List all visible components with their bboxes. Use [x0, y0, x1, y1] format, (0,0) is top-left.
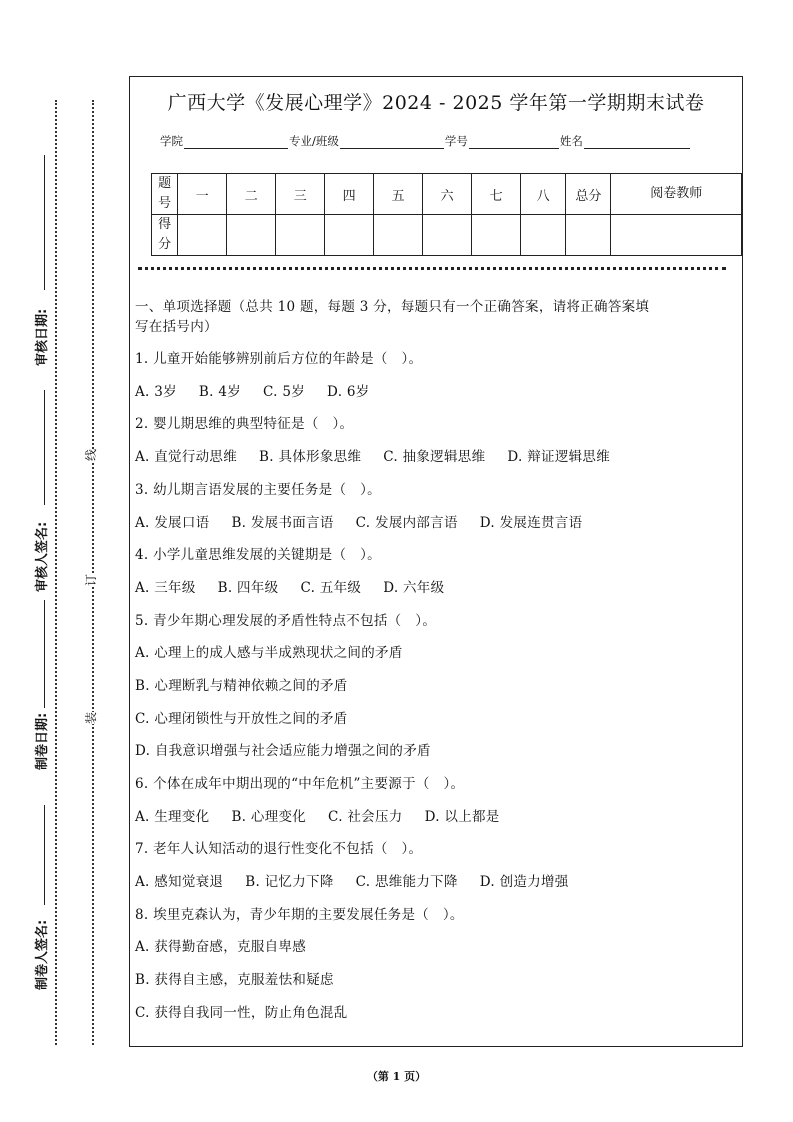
- question-stem: 6. 个体在成年中期出现的“中年危机”主要源于（ ）。: [135, 776, 465, 792]
- field-id-label: 学号: [444, 134, 468, 148]
- field-id-blank[interactable]: [469, 136, 559, 149]
- question-stem: 1. 儿童开始能够辨别前后方位的年龄是（ ）。: [135, 351, 423, 367]
- field-major-blank[interactable]: [340, 136, 444, 149]
- column-header-grader: 阅卷教师: [611, 174, 742, 215]
- section-heading: 一、单项选择题（总共 10 题，每题 3 分，每题只有一个正确答案，请将正确答案填: [135, 299, 650, 315]
- question-stem: 2. 婴儿期思维的典型特征是（ ）。: [135, 416, 354, 432]
- question-options: [135, 511, 582, 531]
- score-table: [151, 173, 742, 256]
- option[interactable]: B. 四年级: [217, 580, 279, 596]
- score-cell-grader[interactable]: [611, 215, 742, 256]
- row-label-number: 题号: [152, 174, 178, 215]
- question-stem: 8. 埃里克森认为，青少年期的主要发展任务是（ ）。: [135, 907, 464, 923]
- option[interactable]: A. 获得勤奋感，克服自卑感: [135, 939, 307, 955]
- question-stem: 7. 老年人认知活动的退行性变化不包括（ ）。: [135, 841, 423, 857]
- option[interactable]: D. 自我意识增强与社会适应能力增强之间的矛盾: [135, 743, 431, 759]
- score-cell[interactable]: [521, 215, 566, 256]
- question-options: [135, 445, 610, 465]
- option[interactable]: A. 发展口语: [135, 515, 210, 531]
- score-cell[interactable]: [374, 215, 423, 256]
- field-college-blank[interactable]: [184, 136, 288, 149]
- question-stem: 5. 青少年期心理发展的矛盾性特点不包括（ ）。: [135, 613, 437, 629]
- option[interactable]: B. 记忆力下降: [245, 874, 334, 890]
- column-header: 一: [178, 174, 227, 215]
- score-cell[interactable]: [472, 215, 521, 256]
- maker-signature-label: 制卷人签名:: [35, 919, 50, 990]
- option[interactable]: A. 感知觉衰退: [135, 874, 224, 890]
- score-cell[interactable]: [325, 215, 374, 256]
- dotted-border-left: [55, 100, 57, 1045]
- column-header: 二: [227, 174, 276, 215]
- option[interactable]: C. 5岁: [263, 384, 306, 400]
- review-date-label: 审核日期:: [35, 308, 50, 366]
- option[interactable]: D. 6岁: [327, 384, 370, 400]
- cut-mark-bind: 订: [84, 573, 99, 587]
- option[interactable]: D. 以上都是: [424, 809, 500, 825]
- option[interactable]: A. 三年级: [135, 580, 196, 596]
- score-cell[interactable]: [276, 215, 325, 256]
- column-header: 七: [472, 174, 521, 215]
- column-header: 三: [276, 174, 325, 215]
- option[interactable]: C. 思维能力下降: [355, 874, 458, 890]
- option[interactable]: A. 生理变化: [135, 809, 210, 825]
- score-cell-total[interactable]: [566, 215, 611, 256]
- exam-title: 广西大学《发展心理学》2024 - 2025 学年第一学期期末试卷: [167, 92, 705, 114]
- option[interactable]: D. 六年级: [383, 580, 445, 596]
- reviewer-signature-label: 审核人签名:: [35, 521, 50, 592]
- option[interactable]: B. 发展书面言语: [231, 515, 334, 531]
- option[interactable]: C. 五年级: [300, 580, 362, 596]
- option[interactable]: B. 4岁: [198, 384, 242, 400]
- question-stem: 4. 小学儿童思维发展的关键期是（ ）。: [135, 547, 381, 563]
- option[interactable]: A. 心理上的成人感与半成熟现状之间的矛盾: [135, 645, 403, 661]
- page-number: （第 1 页）: [366, 1070, 427, 1083]
- option[interactable]: B. 获得自主感，克服羞怯和疑虑: [135, 972, 334, 988]
- question-options: [135, 870, 569, 890]
- dotted-separator: [138, 267, 726, 270]
- column-header: 四: [325, 174, 374, 215]
- field-major-label: 专业/班级: [289, 134, 339, 148]
- option[interactable]: C. 获得自我同一性，防止角色混乱: [135, 1005, 348, 1021]
- column-header: 五: [374, 174, 423, 215]
- student-info-line: [160, 133, 691, 149]
- cut-mark-line: 线: [84, 448, 99, 462]
- column-header: 八: [521, 174, 566, 215]
- option[interactable]: B. 心理断乳与精神依赖之间的矛盾: [135, 678, 348, 694]
- field-name-label: 姓名: [559, 134, 583, 148]
- option[interactable]: A. 直觉行动思维: [135, 449, 238, 465]
- score-cell[interactable]: [227, 215, 276, 256]
- signature-line: [44, 390, 45, 505]
- option[interactable]: C. 社会压力: [328, 809, 403, 825]
- dotted-border-right: [92, 100, 94, 1045]
- signature-line: [44, 155, 45, 290]
- score-table-header-row: [152, 174, 742, 215]
- option[interactable]: D. 创造力增强: [479, 874, 569, 890]
- field-college-label: 学院: [160, 134, 183, 148]
- column-header-total: 总分: [566, 174, 611, 215]
- option[interactable]: A. 3岁: [135, 384, 177, 400]
- exam-paper-frame: [129, 76, 743, 1047]
- option[interactable]: C. 心理闭锁性与开放性之间的矛盾: [135, 711, 348, 727]
- signature-line: [44, 805, 45, 905]
- question-options: [135, 380, 370, 400]
- question-stem: 3. 幼儿期言语发展的主要任务是（ ）。: [135, 482, 381, 498]
- option[interactable]: B. 心理变化: [231, 809, 307, 825]
- row-label-score: 得分: [152, 215, 178, 256]
- section-heading-cont: 写在括号内）: [135, 319, 218, 335]
- option[interactable]: D. 发展连贯言语: [479, 515, 583, 531]
- option[interactable]: C. 发展内部言语: [355, 515, 458, 531]
- column-header: 六: [423, 174, 472, 215]
- score-table-score-row: [152, 215, 742, 256]
- cut-mark-pack: 装: [84, 711, 99, 725]
- option[interactable]: B. 具体形象思维: [259, 449, 362, 465]
- make-date-label: 制卷日期:: [35, 712, 50, 770]
- question-options: [135, 576, 444, 596]
- option[interactable]: C. 抽象逻辑思维: [383, 449, 486, 465]
- field-name-blank[interactable]: [584, 136, 690, 149]
- option[interactable]: D. 辩证逻辑思维: [507, 449, 611, 465]
- score-cell[interactable]: [178, 215, 227, 256]
- question-options: [135, 805, 500, 825]
- signature-line: [44, 600, 45, 708]
- score-cell[interactable]: [423, 215, 472, 256]
